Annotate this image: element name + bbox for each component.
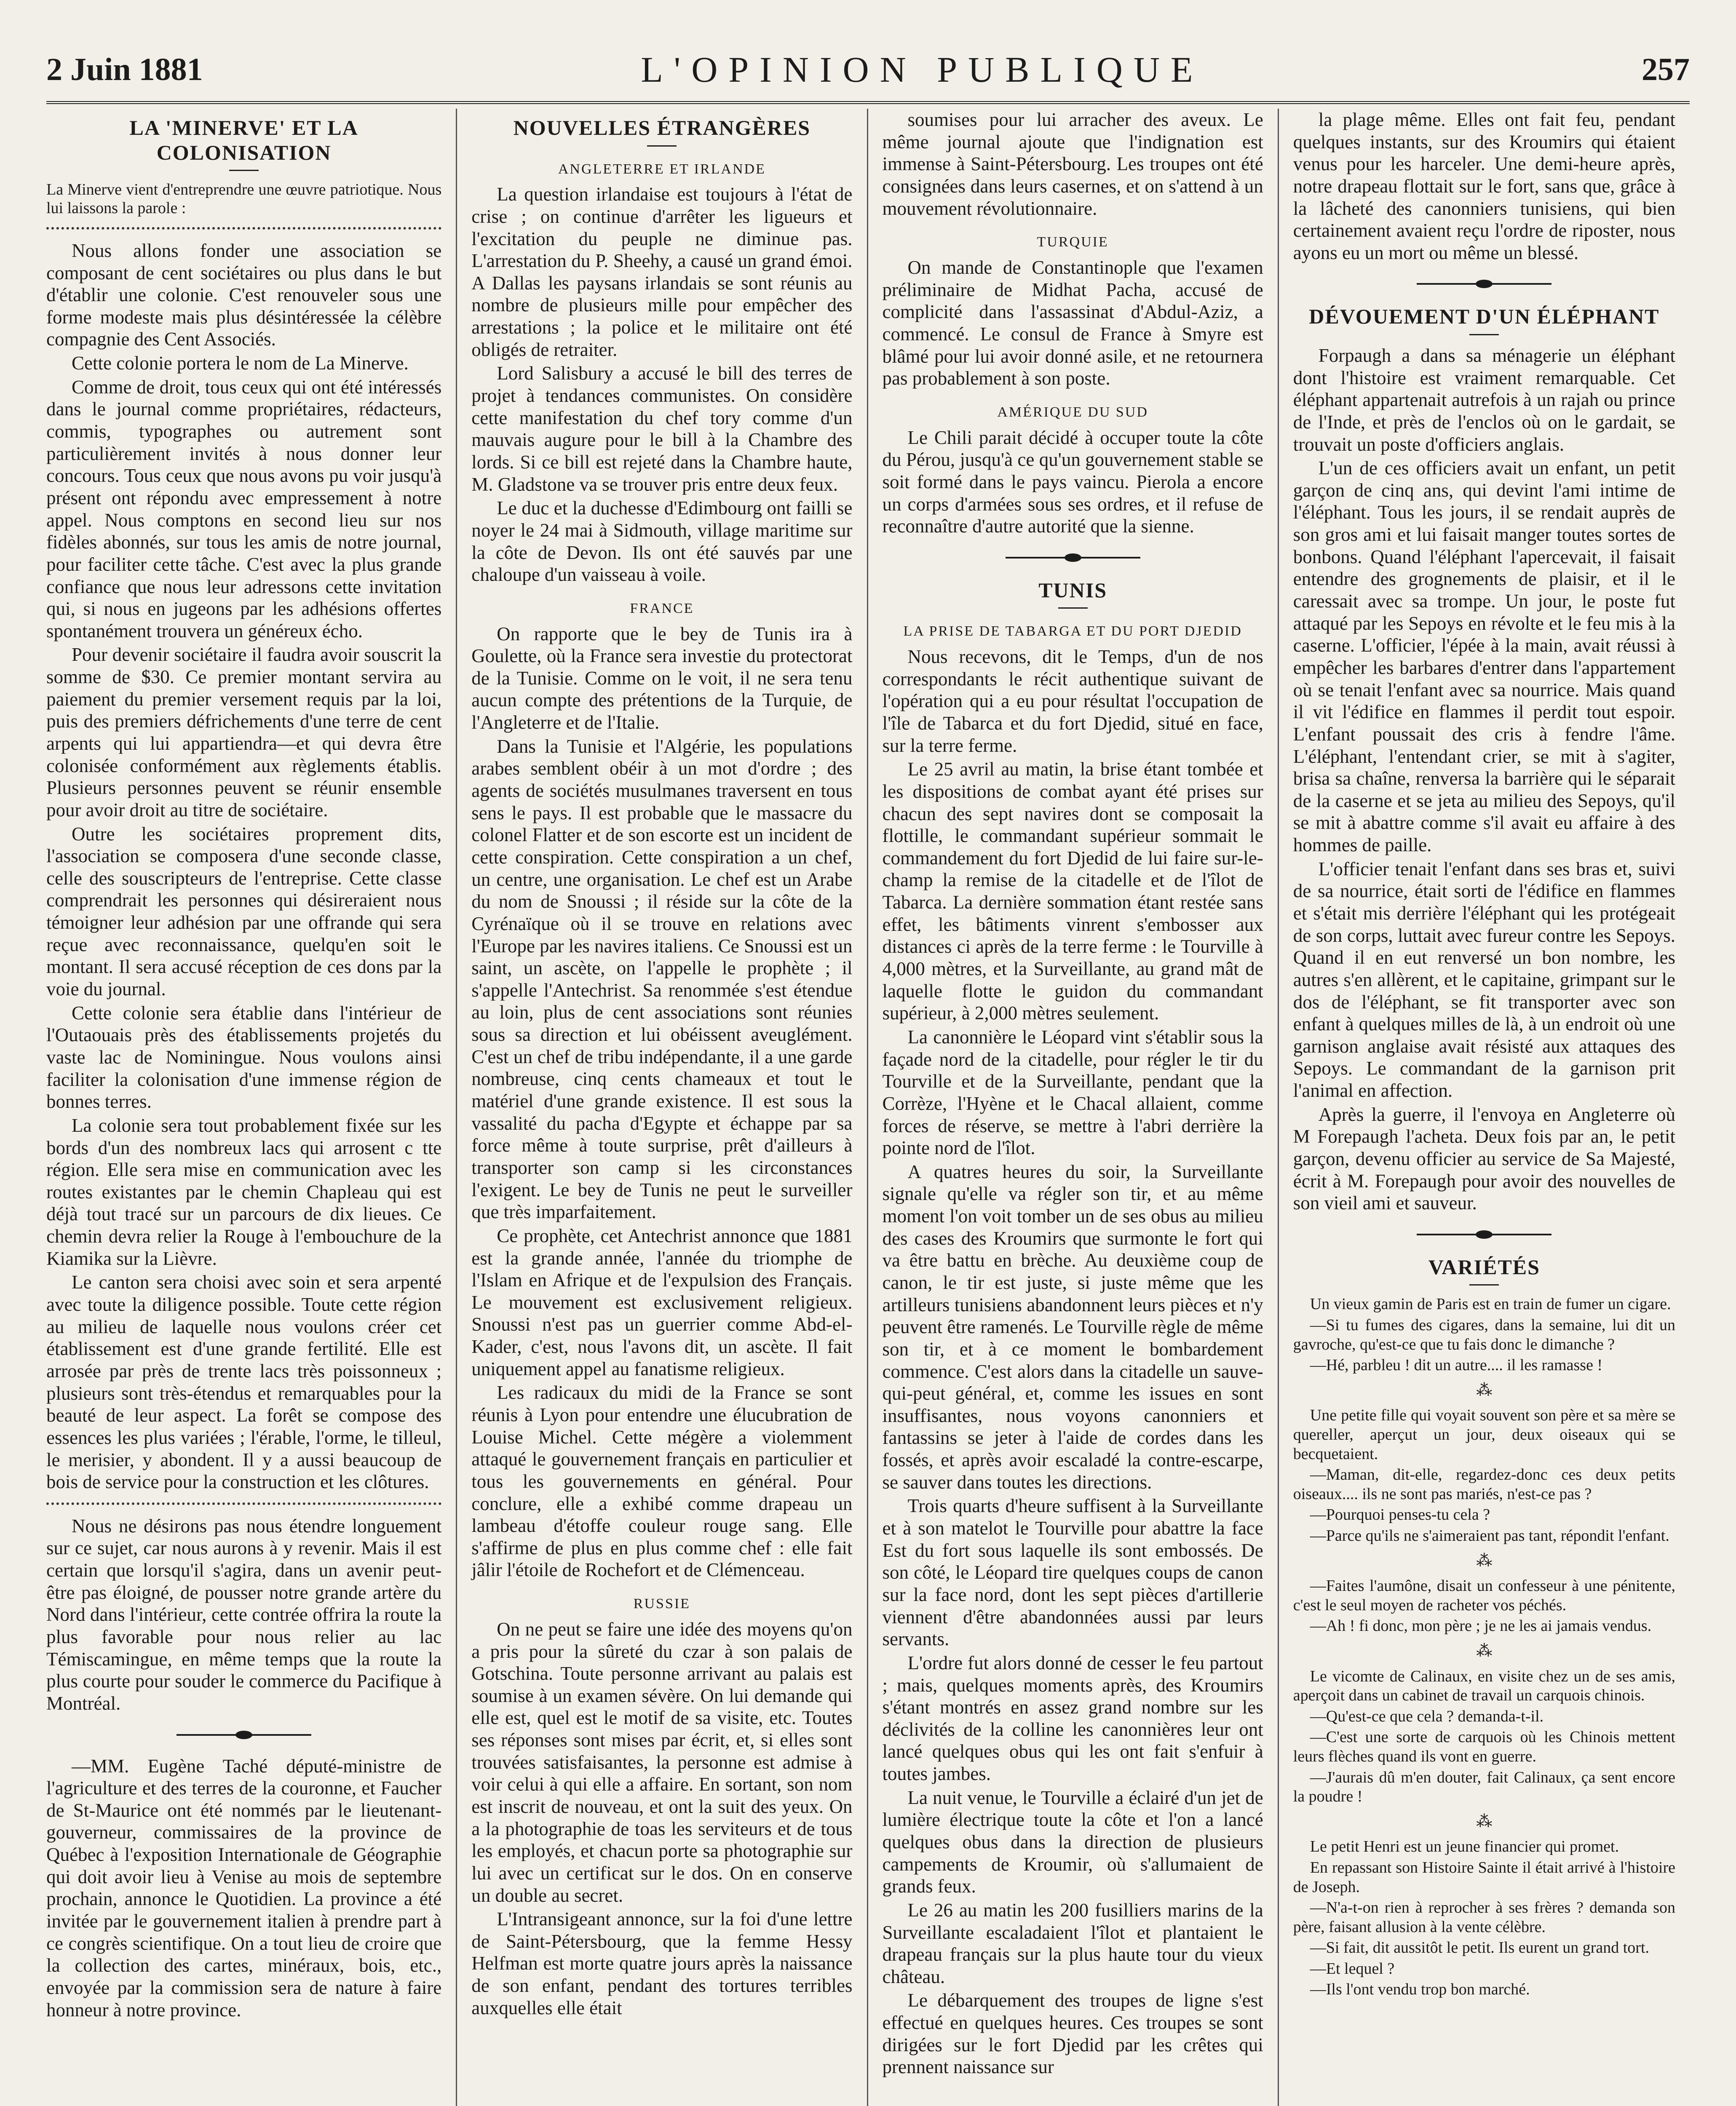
anecdote-line: —Qu'est-ce que cela ? demanda-t-il.	[1310, 1707, 1544, 1725]
article-intro: La Minerve vient d'entreprendre une œuvre patriotique. Nous lui laissons la parole :	[46, 181, 442, 217]
paragraph-group	[1293, 1667, 1675, 1807]
paragraph-group	[883, 109, 1263, 219]
paragraph: Lord Salisbury a accusé le bill des terres de projet à tendances communistes. On considère cette manifestation du chef tory comme d'un mauvais augure pour le bill à la Chambre des lords. Si ce bill est rejeté dans la Chambre haute, M. Gladstone va se trouver pris entre deux feux.	[471, 363, 853, 495]
paragraph-group	[1293, 1837, 1675, 1999]
anecdote-line: Le petit Henri est un jeune financier qui promet.	[1310, 1838, 1619, 1856]
anecdote-line: —N'a-t-on rien à reprocher à ses frères ? demanda son père, faisant allusion à la vente célèbre.	[1293, 1899, 1675, 1936]
divider	[1469, 1284, 1499, 1286]
anecdote-line: Un vieux gamin de Paris est en train de fumer un cigare.	[1310, 1295, 1671, 1313]
dotted-separator	[46, 1502, 441, 1505]
paragraph: Nous allons fonder une association se composant de cent sociétaires ou plus dans le but d'établir une colonie. C'est renouveler sous une forme modeste mais plus désintéressée la célèbre compagnie des Cent Associés.	[46, 240, 442, 350]
paragraph: Cette colonie sera établie dans l'intérieur de l'Outaouais près des établissements projetés du vaste lac de Nominingue. Nous voulons ainsi faciliter la colonisation d'une immense région de bonnes terres.	[46, 1002, 442, 1112]
anecdote-line: —C'est une sorte de carquois où les Chinois mettent leurs flèches quand ils vont en guerre.	[1293, 1728, 1675, 1765]
paragraph: La nuit venue, le Tourville a éclairé d'un jet de lumière électrique toute la côte et l'on a lancé quelques obus dans la direction de plusieurs campements de Kroumir, où s'allumaient de grands feux.	[882, 1787, 1263, 1897]
asterism-separator: ⁂	[1476, 1812, 1493, 1831]
anecdote-line: —Et lequel ?	[1310, 1959, 1395, 1978]
divider	[1469, 334, 1499, 335]
section-heading-nouvelles: NOUVELLES ÉTRANGÈRES	[513, 116, 811, 139]
paragraph: Trois quarts d'heure suffisent à la Surveillante et à son matelot le Tourville pour abattre la face Est du fort sous laquelle ils sont embossés. De son côté, le Léopard tire quelques coups de canon sur la face nord, dont les sept pièces d'artillerie viennent d'être abandonnées aussi par leurs servants.	[882, 1495, 1263, 1650]
anecdote-line: —Si tu fumes des cigares, dans la semaine, lui dit un gavroche, qu'est-ce que tu fais donc le dimanche ?	[1293, 1316, 1675, 1353]
ornamental-rule	[1417, 280, 1551, 288]
column-2	[457, 109, 868, 2106]
anecdote-line: —Parce qu'ils ne s'aimeraient pas tant, répondit l'enfant.	[1310, 1527, 1669, 1545]
paragraph: On mande de Constantinople que l'examen préliminaire de Midhat Pacha, accusé de complicité dans l'assassinat d'Abdul-Aziz, a commencé. Le consul de France à Smyre est blâmé pour lui avoir donné asile, et ne retournera pas probablement à son poste.	[882, 257, 1263, 389]
subheading-amerique-du-sud: AMÉRIQUE DU SUD	[997, 404, 1148, 420]
masthead	[46, 38, 1690, 104]
paragraph: Le débarquement des troupes de ligne s'est effectué en quelques heures. Ces troupes se sont dirigées sur le fort Djedid par les crêtes qui prennent naissance sur	[882, 1990, 1263, 2078]
paragraph-group	[471, 183, 852, 586]
paragraph-group	[46, 1755, 441, 2021]
varietes-anecdotes	[1293, 1295, 1675, 1999]
paragraph: La question irlandaise est toujours à l'état de crise ; on continue d'arrêter les ligueurs et l'excitation du peuple ne diminue pas. L'arrestation du P. Sheehy, a causé un grand émoi. A Dallas les paysans irlandais se sont réunis au nombre de plusieurs mille pour empêcher des arrestations ; la police et le militaire ont été obligés de retraiter.	[471, 184, 853, 360]
paragraph: Dans la Tunisie et l'Algérie, les populations arabes semblent obéir à un mot d'ordre ; des agents de sociétés musulmanes traversent en tous sens le pays. Il est probable que le massacre du colonel Flatter et de son escorte est un incident de cette conspiration. Cette conspiration a un chef, un centre, une organisation. Le chef est un Arabe du nom de Snoussi ; il réside sur la côte de la Cyrénaïque où il se trouve en relations avec l'Europe par les navires italiens. Ce Snoussi est un saint, un ascète, on l'appelle le prophète ; il s'appelle l'Antechrist. Sa renommée s'est étendue au loin, plus de cent associations sont réunies sous sa direction et lui obéissent aveuglément. C'est un chef de tribu indépendante, il a une garde nombreuse, cinq cents chameaux et tout le matériel d'une grande existence. Il est sous la vassalité du pacha d'Egypte et échappe par sa force même à toute surprise, prêt d'ailleurs à transporter son camp si les circonstances l'exigent. Le bey de Tunis ne peut le surveiller que très imparfaitement.	[471, 735, 853, 1223]
subheading-turquie: TURQUIE	[1037, 234, 1109, 250]
column-4	[1279, 109, 1690, 2106]
paragraph: la plage même. Elles ont fait feu, pendant quelques instants, sur des Kroumirs qui étaient venus pour les harceler. Une demi-heure après, notre drapeau flottait sur le fort, sans que, grâce à la lâcheté des canonniers tunisiens, qui bien certainement avaient reçu l'ordre de riposter, nous ayons eu un mort ou même un blessé.	[1293, 109, 1675, 263]
anecdote-line: —Faites l'aumône, disait un confesseur à une pénitente, c'est le seul moyen de racheter vos péchés.	[1293, 1577, 1675, 1614]
paragraph: On rapporte que le bey de Tunis ira à Goulette, où la France sera investie du protectorat de la Tunisie. Comme on le voit, il ne sera tenu aucun compte des prétentions de la Turquie, de l'Angleterre et de l'Italie.	[471, 623, 853, 733]
paragraph: soumises pour lui arracher des aveux. Le même journal ajoute que l'indignation est immense à Saint-Pétersbourg. Les troupes ont été consignées dans leurs casernes, et on s'attend à un mouvement révolutionnaire.	[882, 109, 1263, 219]
paragraph-group	[883, 257, 1263, 390]
paragraph-group	[471, 623, 852, 1582]
subheading-france: FRANCE	[630, 600, 694, 616]
article-heading-elephant: DÉVOUEMENT D'UN ÉLÉPHANT	[1309, 305, 1660, 329]
anecdote-line: —Hé, parbleu ! dit un autre.... il les ramasse !	[1310, 1356, 1603, 1374]
divider	[229, 170, 259, 171]
paragraph: Les radicaux du midi de la France se sont réunis à Lyon pour entendre une élucubration de Louise Michel. Cette mégère a violemment attaqué le gouvernement français en particulier et tous les gouvernements en général. Pour conclure, elle a exhibé comme drapeau un lambeau d'étoffe couleur rouge sang. Elle s'affirme de plus en plus comme chef : elle fait jâlir l'étoile de Rochefort et de Clémenceau.	[471, 1382, 853, 1581]
anecdote-line: —Ah ! fi donc, mon père ; je ne les ai jamais vendus.	[1310, 1617, 1652, 1635]
paragraph: Ce prophète, cet Antechrist annonce que 1881 est la grande année, l'année du triomphe de l'Islam en Afrique et de l'expulsion des Français. Le mouvement est exclusivement religieux. Snoussi n'est pas un guerrier comme Abd-el-Kader, c'est, nous l'avons dit, un ascète. Il fait uniquement appel au fanatisme religieux.	[471, 1225, 853, 1379]
asterism-separator: ⁂	[1476, 1642, 1493, 1660]
paragraph: L'ordre fut alors donné de cesser le feu partout ; mais, quelques moments après, des Kroumirs s'étant montrés en assez grand nombre sur les déclivités de la colline les canonnières leur ont lancé quelques obus qui les ont fait s'enfuir à toutes jambes.	[882, 1652, 1263, 1785]
ornamental-rule	[177, 1731, 311, 1739]
paragraph: Comme de droit, tous ceux qui ont été intéressés dans le journal comme propriétaires, rédacteurs, commis, typographes ou autrement sont particulièrement invités à nous donner leur concours. Tous ceux que nous avons pu voir jusqu'à présent ont répondu avec empressement à notre appel. Nous comptons en second lieu sur nos fidèles abonnés, sur tous les amis de notre journal, pour faciliter cette tâche. C'est avec la plus grande confiance que nous leur adressons cette invitation qui, si nous en jugeons par les adhésions offertes spontanément trouvera un généreux écho.	[46, 376, 442, 641]
paragraph: La colonie sera tout probablement fixée sur les bords d'un des nombreux lacs qui arrosent c tte région. Elle sera mise en communication avec les routes existantes par le chemin Chapleau qui est déjà tout tracé sur un parcours de dix lieues. Ce chemin devra relier la Rouge à l'embouchure de la Kiamika sur la Lièvre.	[46, 1114, 442, 1269]
ornamental-rule	[1006, 553, 1140, 562]
subheading-russie: RUSSIE	[633, 1596, 690, 1612]
paragraph: Nous recevons, dit le Temps, d'un de nos correspondants le récit authentique suivant de l'opération qui a eu pour résultat l'occupation de l'île de Tabarca et du fort Djedid, situé en face, sur la terre ferme.	[882, 646, 1263, 756]
paragraph: Après la guerre, il l'envoya en Angleterre où M Forepaugh l'acheta. Deux fois par an, le petit garçon, devenu officier au service de Sa Majesté, écrit à M. Forepaugh pour avoir des nouvelles de son vieil ami et sauveur.	[1293, 1104, 1675, 1214]
paragraph-group	[46, 1515, 441, 1715]
paragraph-group	[1293, 109, 1675, 264]
article-heading-tunis: TUNIS	[1038, 578, 1107, 602]
anecdote-line: —Pourquoi penses-tu cela ?	[1310, 1506, 1490, 1524]
anecdote-line: En repassant son Histoire Sainte il était arrivé à l'histoire de Joseph.	[1293, 1858, 1675, 1896]
paragraph: Le 25 avril au matin, la brise étant tombée et les dispositions de combat ayant été prises sur chacun des sept navires dont se composait la flottille, le commandant supérieur sommait le commandement du fort Djedid de lui faire sur-le-champ la remise de la citadelle et de l'îlot de Tabarca. La dernière sommation étant restée sans effet, les bâtiments vinrent s'embosser aux distances ci après de la terre ferme : le Tourville à 4,000 mètres, et la Surveillante, au grand mât de laquelle flotte le guidon du commandant supérieur, à 2,000 mètres seulement.	[882, 759, 1263, 1024]
asterism-separator: ⁂	[1476, 1552, 1493, 1570]
paragraph-group	[46, 240, 441, 1493]
newspaper-title: L'OPINION PUBLIQUE	[641, 49, 1204, 90]
paragraph-group	[1293, 1406, 1675, 1545]
paragraph: —MM. Eugène Taché député-ministre de l'agriculture et des terres de la couronne, et Faucher de St-Maurice ont été nommés par le lieutenant-gouverneur, commissaires de la province de Québec à l'exposition Internationale de Géographie qui doit avoir lieu à Venise au mois de septembre prochain, annonce le Quotidien. La province a été invitée par le gouvernement italien à prendre part à ce congrès scientifique. On a tout lieu de croire que la collection des cartes, minéraux, bois, etc., envoyée par la commission sera de nature à faire honneur à notre province.	[46, 1755, 442, 2020]
paragraph-group	[1293, 345, 1675, 1214]
paragraph-group	[471, 1618, 852, 2019]
paragraph-group	[883, 646, 1263, 2078]
paragraph: L'Intransigeant annonce, sur la foi d'une lettre de Saint-Pétersbourg, que la femme Hessy Helfman est morte quatre jours après la naissance de son enfant, pendant des tortures terribles auxquelles elle était	[471, 1908, 853, 2018]
paragraph-group	[1293, 1577, 1675, 1636]
paragraph: Le 26 au matin les 200 fusilliers marins de la Surveillante escaladaient l'îlot et plantaient le drapeau français sur la plus haute tour du vieux château.	[882, 1899, 1263, 1987]
paragraph: Forpaugh a dans sa ménagerie un éléphant dont l'histoire est vraiment remarquable. Cet éléphant appartenait autrefois à un rajah ou prince de l'Inde, et près de l'enclos où on le gardait, se trouvait un poste d'officiers anglais.	[1293, 345, 1675, 455]
divider	[1058, 607, 1088, 609]
paragraph: Le canton sera choisi avec soin et sera arpenté avec toute la diligence possible. Toute cette région au milieu de laquelle nous voulons créer cet établissement est d'une grande fertilité. Elle est arrosée par près de trente lacs très poissonneux ; plusieurs sont très-étendus et remarquables pour la beauté de leur aspect. La forêt se compose des essences les plus variées ; l'érable, l'orme, le tilleul, le merisier, y abondent. Il y a aussi beaucoup de bois de service pour la construction et les clôtures.	[46, 1272, 442, 1493]
paragraph: Outre les sociétaires proprement dits, l'association se composera d'une seconde classe, celle des souscripteurs de l'entreprise. Cette classe comprendrait les personnes qui désireraient nous témoigner leur adhésion par une offrande qui sera reçue avec reconnaissance, quelqu'en soit le montant. Il sera accusé réception de ces dons par la voie du journal.	[46, 823, 442, 1000]
anecdote-line: Une petite fille qui voyait souvent son père et sa mère se quereller, aperçut un jour, deux oiseaux qui se becquetaient.	[1293, 1406, 1675, 1463]
asterism-separator: ⁂	[1476, 1381, 1493, 1399]
column-3	[868, 109, 1279, 2106]
paragraph: L'un de ces officiers avait un enfant, un petit garçon de cinq ans, qui devint l'ami intime de l'éléphant. Tous les jours, il se rendait auprès de son gros ami et lui faisait manger toutes sortes de bonbons. Quand l'éléphant l'apercevait, il faisait entendre des grognements de plaisir, et il le caressait avec sa trompe. Un jour, le poste fut attaqué par les Sepoys en révolte et le feu mis à la caserne. L'officier, l'épée à la main, avait réussi à empêcher les barbares d'entrer dans l'appartement où se tenait l'enfant avec sa nourrice. Mais quand il vit l'édifice en flammes il perdit tout espoir. L'enfant poussait des cris à fendre l'âme. L'éléphant, l'entendant crier, se mit à s'agiter, brisa sa chaîne, renversa la barrière qui le séparait de la caserne et se jeta au milieu des Sepoys, qu'il se mit à abattre comme s'il avait eu affaire à des hommes de paille.	[1293, 457, 1675, 856]
paragraph: Pour devenir sociétaire il faudra avoir souscrit la somme de $30. Ce premier montant servira au paiement du premier versement requis par la loi, puis des premiers défrichements d'une terre de cent arpents qui lui appartiendra—et qui devra être colonisée conformément aux règlements établis. Plusieurs personnes peuvent se réunir ensemble pour avoir droit au titre de sociétaire.	[46, 644, 442, 820]
divider	[647, 145, 677, 147]
anecdote-line: —J'aurais dû m'en douter, fait Calinaux, ça sent encore la poudre !	[1293, 1768, 1675, 1806]
paragraph: Le Chili parait décidé à occuper toute la côte du Pérou, jusqu'à ce qu'un gouvernement stable se soit formé dans le pays vaincu. Pierola a encore un corps d'armées sous ses ordres, et il refuse de reconnaître d'autre autorité que la sienne.	[882, 427, 1263, 537]
subheading-tabarga: LA PRISE DE TABARGA ET DU PORT DJEDID	[903, 623, 1242, 639]
paragraph: L'officier tenait l'enfant dans ses bras et, suivi de sa nourrice, était sorti de l'édifice en flammes et s'était mis derrière l'éléphant qui les protégeait de son corps, luttait avec fureur contre les Sepoys. Quand il en eut renversé un bon nombre, les autres s'en allèrent, et le capitaine, grimpant sur le dos de l'éléphant, se fit transporter avec son enfant à quelques milles de là, à un endroit où une garnison anglaise avait résisté aux attaques des Sepoys. Le commandant de la garnison prit l'animal en affection.	[1293, 858, 1675, 1101]
paragraph: Nous ne désirons pas nous étendre longuement sur ce sujet, car nous aurons à y revenir. Mais il est certain que lorsqu'il s'agira, dans un avenir peut-être pas éloigné, de pousser notre grande artère du Nord dans l'intérieur, cette contrée offrira la route la plus favorable pour nous relier au lac Témiscamingue, en même temps que la route la plus courte pour souder le commerce du Pacifique à Montréal.	[46, 1515, 442, 1714]
paragraph-group	[1293, 1295, 1675, 1375]
article-heading-varietes: VARIÉTÉS	[1428, 1255, 1540, 1279]
issue-date: 2 Juin 1881	[46, 51, 203, 87]
paragraph: La canonnière le Léopard vint s'établir sous la façade nord de la citadelle, pour régler le tir du Tourville et de la Surveillante, pendant que la Corrèze, l'Hyène et le Chacal allaient, comme forces de réserve, se mettre à l'abri derrière la pointe nord de l'îlot.	[882, 1026, 1263, 1159]
paragraph: Le duc et la duchesse d'Edimbourg ont failli se noyer le 24 mai à Sidmouth, village maritime sur la côte de Devon. Ils ont été sauvés par une chaloupe d'un vaisseau à voile.	[471, 497, 853, 585]
anecdote-line: —Si fait, dit aussitôt le petit. Ils eurent un grand tort.	[1310, 1939, 1650, 1957]
paragraph-group	[883, 427, 1263, 537]
ornamental-rule	[1417, 1230, 1551, 1239]
anecdote-line: Le vicomte de Calinaux, en visite chez un de ses amis, aperçoit dans un cabinet de travail un carquois chinois.	[1293, 1667, 1675, 1705]
paragraph: A quatres heures du soir, la Surveillante signale qu'elle va régler son tir, et au même moment l'on voit tomber un de ses obus au milieu des cases des Kroumirs que surmonte le fort qui va être battu en brèche. Au deuxième coup de canon, le tir est juste, si juste même que les artilleurs tunisiens abandonnent leurs pièces et n'y peuvent être ramenés. Le Tourville règle de même son tir, et à ce moment le bombardement commence. C'est alors dans la citadelle un sauve-qui-peut général, et, comme les issues en sont insuffisantes, nous voyons canonniers et fantassins se jeter à l'aide de cordes dans les fossés, et après avoir escaladé la contre-escarpe, se sauver dans toutes les directions.	[882, 1161, 1263, 1493]
columns	[46, 109, 1690, 2106]
article-heading-minerve: LA 'MINERVE' ET LA COLONISATION	[129, 116, 358, 164]
subheading-angleterre: ANGLETERRE ET IRLANDE	[558, 161, 766, 177]
dotted-separator	[46, 227, 441, 230]
anecdote-line: —Maman, dit-elle, regardez-donc ces deux petits oiseaux.... ils ne sont pas mariés, n'est-ce pas ?	[1293, 1466, 1675, 1503]
anecdote-line: —Ils l'ont vendu trop bon marché.	[1310, 1980, 1530, 1999]
paragraph: Cette colonie portera le nom de La Minerve.	[72, 353, 409, 374]
column-1	[46, 109, 457, 2106]
paragraph: On ne peut se faire une idée des moyens qu'on a pris pour la sûreté du czar à son palais de Gotschina. Toute personne arrivant au palais est soumise à un examen sévère. On lui demande qui elle est, quel est le motif de sa visite, etc. Toutes ses réponses sont mises par écrit, et, si elles sont trouvées satisfaisantes, la personne est admise à voir celui à qui elle a affaire. En sortant, son nom est inscrit de nouveau, et ont la suit des yeux. On a la photographie de toas les serviteurs et de tous les employés, et chacun porte sa photographie sur lui avec un certificat sur le dos. On en conserve un double au secret.	[471, 1618, 853, 1906]
page-number: 257	[1642, 51, 1690, 87]
